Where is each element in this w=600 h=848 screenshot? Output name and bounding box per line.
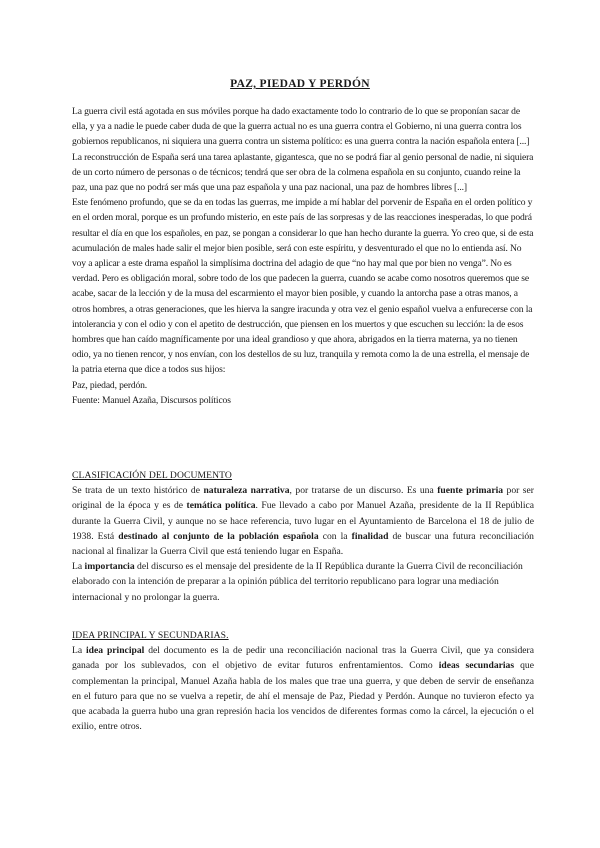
- importance-paragraph: [72, 559, 534, 605]
- quote-closing-line: Paz, piedad, perdón.: [72, 379, 148, 391]
- text-run: del documento es la de pedir una reconciliación nacional tras la Guerra Civil, que ya considera ganada por los sublevados, con el objetivo de evitar futuros enfrentamientos. Como: [72, 645, 534, 672]
- text-run: La: [72, 645, 87, 657]
- bold-term: naturaleza narrativa: [203, 485, 290, 497]
- classification-paragraph: [72, 483, 534, 559]
- bold-term: finalidad: [351, 530, 389, 542]
- quote-paragraph: La guerra civil está agotada en sus móviles porque ha dado exactamente todo lo contrario de lo que se proponían sacar de ella, y ya a nadie le puede caber duda de que la guerra actual no es una guerra contra el Gobierno, ni una guerra contra los gobiernos republicanos, ni siquiera una guerra contra un sistema político: es una guerra contra la nación española entera [...]: [72, 106, 530, 148]
- quote-paragraph: Este fenómeno profundo, que se da en todas las guerras, me impide a mí hablar del porvenir de España en el orden político y en el orden moral, porque es un profundo misterio, en este país de las sorpresas y de las reacciones inesperadas, lo que podrá resultar el día en que los españoles, en paz, se pongan a considerar lo que han hecho durante la guerra. Yo creo que, si de esta acumulación de males hade salir el mejor bien posible, será con este espíritu, y desventurado el que no lo entienda así. No voy a aplicar a este drama español la simplísima doctrina del adagio de que “no hay mal que por bien no venga”. No es verdad. Pero es obligación moral, sobre todo de los que padecen la guerra, cuando se acabe como nosotros queremos que se acabe, sacar de la lección y de la musa del escarmiento el mayor bien posible, y cuando la antorcha pase a otras manos, a otros hombres, a otras generaciones, que les hierva la sangre iracunda y otra vez el genio español vuelva a enfurecerse con la intolerancia y con el odio y con el apetito de destrucción, que piensen en los muertos y que escuchen su lección: la de esos hombres que han caído magníficamente por una ideal grandioso y que ahora, abrigados en la tierra materna, ya no tienen odio, ya no tienen rencor, y nos envían, con los destellos de su luz, tranquila y remota como la de una estrella, el mensaje de la patria eterna que dice a todos sus hijos:: [72, 197, 534, 376]
- bold-term: temática política: [186, 500, 256, 512]
- text-run: Se trata de un texto histórico de: [72, 485, 204, 497]
- ideas-heading: IDEA PRINCIPAL Y SECUNDARIAS.: [72, 630, 229, 641]
- text-run: que complementan la principal, Manuel Azaña habla de los males que trae una guerra, y que deben de servir de enseñanza en el futuro para que no se vuelva a repetir, de ahí el mensaje de Paz, Piedad y Perdón. Aunque no tuvieron efecto ya que acabada la guerra hubo una gran represión hacia los vencidos de diferentes formas como la cárcel, la ejecución o el exilio, entre otros.: [72, 660, 534, 733]
- document-title: PAZ, PIEDAD Y PERDÓN: [230, 78, 370, 90]
- text-run: , por tratarse de un discurso. Es una: [289, 485, 438, 497]
- bold-term: ideas secundarias: [438, 660, 515, 672]
- text-run: con la: [318, 530, 352, 542]
- text-run: . Fue llevado a cabo por Manuel Azaña, presidente de la II República durante la Guerra Civil, y aunque no se hace referencia, tuvo lugar en el Ayuntamiento de Barcelona el 18 de julio de 1938. Está: [72, 500, 535, 542]
- source-quote: [72, 104, 534, 408]
- bold-term: importancia: [84, 561, 135, 573]
- text-run: La: [72, 561, 85, 573]
- bold-term: idea principal: [86, 645, 145, 657]
- text-run: por ser original de la época y es de: [72, 485, 534, 512]
- quote-paragraph: La reconstrucción de España será una tarea aplastante, gigantesca, que no se podrá fiar al genio personal de nadie, ni siquiera de un corto número de personas o de técnicos; tendrá que ser obra de la colmena española en su conjunto, cuando reine la paz, una paz que no podrá ser más que una paz española y una paz nacional, una paz de hombres libres [...]: [72, 151, 534, 194]
- ideas-section: [72, 628, 534, 734]
- bold-term: fuente primaria: [437, 485, 504, 497]
- classification-heading: CLASIFICACIÓN DEL DOCUMENTO: [72, 470, 232, 481]
- text-run: de buscar una futura reconciliación nacional al finalizar la Guerra Civil que está teniendo lugar en España.: [72, 530, 534, 558]
- classification-section: [72, 468, 534, 605]
- text-run: del discurso es el mensaje del presidente de la II República durante la Guerra Civil de reconciliación elaborado con la intención de preparar a la opinión pública del territorio republicano para lograr una mediación internacional y no prolongar la guerra.: [72, 561, 523, 603]
- ideas-paragraph: [72, 643, 534, 734]
- quote-source: Fuente: Manuel Azaña, Discursos políticos: [72, 394, 231, 406]
- bold-term: destinado al conjunto de la población española: [118, 530, 319, 542]
